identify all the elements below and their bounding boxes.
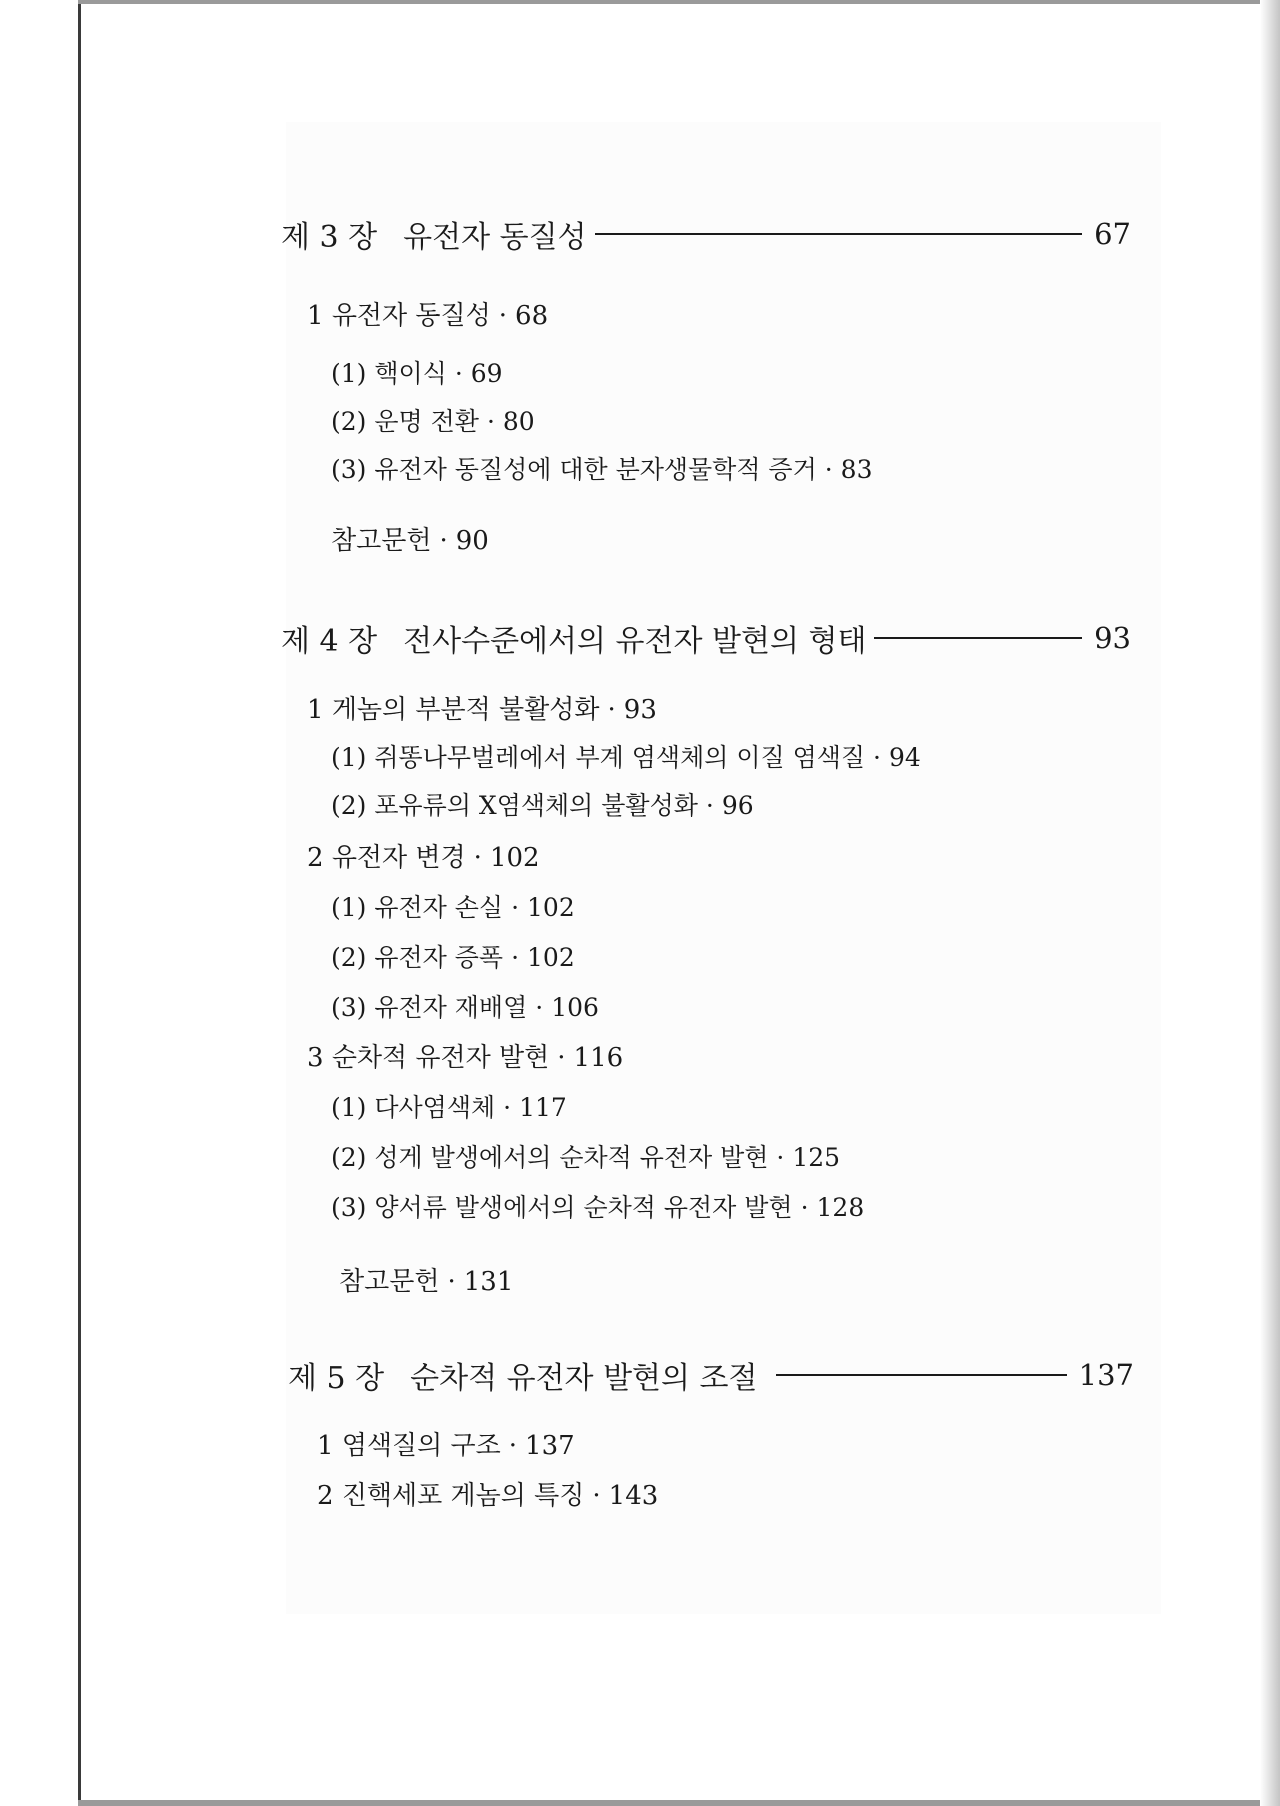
chapter-number: 제 5 장: [288, 1361, 385, 1396]
references-title: 참고문헌: [331, 526, 432, 556]
toc-subsection: [331, 1190, 864, 1226]
toc-subsection: [331, 940, 575, 976]
separator-dot: ·: [473, 843, 482, 873]
book-page: [81, 4, 1260, 1800]
chapter-5-heading: [288, 1353, 1134, 1397]
separator-dot: ·: [486, 407, 495, 436]
section-page: 68: [515, 301, 549, 331]
section-page: 93: [623, 695, 657, 725]
subsection-page: 106: [551, 993, 599, 1022]
section-title: 진핵세포 게놈의 특징: [341, 1481, 585, 1511]
subsection-page: 96: [721, 791, 754, 820]
section-title: 유전자 변경: [331, 843, 466, 873]
chapter-number: 제 3 장: [281, 220, 378, 255]
separator-dot: ·: [800, 1193, 809, 1222]
subsection-number: (3): [331, 455, 367, 484]
subsection-page: 102: [527, 943, 575, 972]
section-title: 순차적 유전자 발현: [331, 1043, 550, 1073]
separator-dot: ·: [498, 301, 508, 331]
subsection-title: 포유류의 X염색체의 불활성화: [374, 791, 698, 820]
toc-subsection: [331, 404, 535, 440]
chapter-title: 유전자 동질성: [403, 220, 587, 255]
toc-section: [317, 1428, 575, 1464]
subsection-title: 핵이식: [374, 359, 447, 388]
subsection-number: (1): [331, 893, 367, 922]
subsection-number: (2): [331, 943, 367, 972]
separator-dot: ·: [607, 695, 616, 725]
section-page: 116: [573, 1043, 624, 1073]
separator-dot: ·: [557, 1043, 566, 1073]
toc-subsection: [331, 1140, 840, 1176]
separator-dot: ·: [508, 1431, 518, 1461]
subsection-title: 유전자 증폭: [374, 943, 504, 972]
toc-subsection: [331, 890, 575, 926]
references-page: 131: [463, 1267, 514, 1297]
subsection-title: 유전자 손실: [374, 893, 504, 922]
subsection-number: (3): [331, 1193, 367, 1222]
toc-section: [307, 298, 548, 334]
toc-subsection: [331, 990, 599, 1026]
separator-dot: ·: [873, 743, 881, 772]
separator-dot: ·: [511, 943, 520, 972]
chapter-title: 전사수준에서의 유전자 발현의 형태: [403, 624, 867, 659]
separator-dot: ·: [511, 893, 520, 922]
leader-line: [874, 637, 1082, 639]
toc-section: [317, 1478, 658, 1514]
subsection-title: 쥐똥나무벌레에서 부계 염색체의 이질 염색질: [374, 743, 866, 772]
chapter-number: 제 4 장: [281, 624, 378, 659]
chapter-page: 93: [1094, 621, 1131, 655]
toc-references: [339, 1264, 513, 1300]
leader-line: [776, 1374, 1067, 1376]
left-page-margin: [0, 0, 81, 1806]
subsection-page: 128: [816, 1193, 865, 1222]
section-number: 1: [317, 1431, 334, 1461]
page-right-shadow: [1260, 0, 1280, 1806]
section-number: 1: [307, 301, 324, 331]
subsection-number: (2): [331, 791, 367, 820]
chapter-page: 67: [1094, 217, 1131, 251]
chapter-title: 순차적 유전자 발현의 조절: [410, 1361, 758, 1396]
subsection-title: 운명 전환: [374, 407, 479, 436]
subsection-title: 다사염색체: [374, 1093, 496, 1122]
toc-subsection: [331, 452, 872, 488]
references-page: 90: [455, 526, 489, 556]
toc-subsection: [331, 1090, 567, 1126]
section-title: 염색질의 구조: [341, 1431, 501, 1461]
references-title: 참고문헌: [339, 1267, 440, 1297]
section-number: 1: [307, 695, 324, 725]
separator-dot: ·: [447, 1267, 456, 1297]
subsection-number: (1): [331, 359, 367, 388]
subsection-title: 유전자 재배열: [374, 993, 528, 1022]
separator-dot: ·: [503, 1093, 512, 1122]
section-number: 2: [307, 843, 324, 873]
toc-section: [307, 1040, 623, 1076]
subsection-page: 125: [792, 1143, 841, 1172]
toc-subsection: [331, 740, 921, 776]
chapter-3-heading: [281, 212, 1131, 256]
subsection-title: 양서류 발생에서의 순차적 유전자 발현: [374, 1193, 793, 1222]
section-title: 유전자 동질성: [331, 301, 491, 331]
subsection-page: 102: [527, 893, 575, 922]
chapter-4-heading: [281, 616, 1131, 660]
section-title: 게놈의 부분적 불활성화: [331, 695, 600, 725]
toc-subsection: [331, 356, 503, 392]
subsection-number: (1): [331, 743, 367, 772]
section-number: 2: [317, 1481, 334, 1511]
toc-subsection: [331, 788, 754, 824]
separator-dot: ·: [535, 993, 544, 1022]
toc-section: [307, 692, 657, 728]
section-page: 137: [525, 1431, 575, 1461]
subsection-number: (3): [331, 993, 367, 1022]
subsection-number: (1): [331, 1093, 367, 1122]
subsection-page: 83: [840, 455, 873, 484]
page-bottom-edge: [78, 1800, 1280, 1806]
subsection-title: 유전자 동질성에 대한 분자생물학적 증거: [374, 455, 817, 484]
separator-dot: ·: [776, 1143, 785, 1172]
separator-dot: ·: [439, 526, 448, 556]
separator-dot: ·: [454, 359, 463, 388]
subsection-title: 성게 발생에서의 순차적 유전자 발현: [374, 1143, 769, 1172]
separator-dot: ·: [705, 791, 714, 820]
section-number: 3: [307, 1043, 324, 1073]
section-page: 102: [489, 843, 540, 873]
subsection-page: 117: [519, 1093, 567, 1122]
toc-section: [307, 840, 540, 876]
chapter-page: 137: [1078, 1358, 1134, 1392]
separator-dot: ·: [592, 1481, 601, 1511]
subsection-page: 69: [470, 359, 503, 388]
toc-references: [331, 523, 489, 559]
subsection-page: 80: [502, 407, 535, 436]
separator-dot: ·: [824, 455, 833, 484]
subsection-number: (2): [331, 407, 367, 436]
subsection-number: (2): [331, 1143, 367, 1172]
subsection-page: 94: [888, 743, 921, 772]
section-page: 143: [608, 1481, 659, 1511]
leader-line: [595, 233, 1083, 235]
